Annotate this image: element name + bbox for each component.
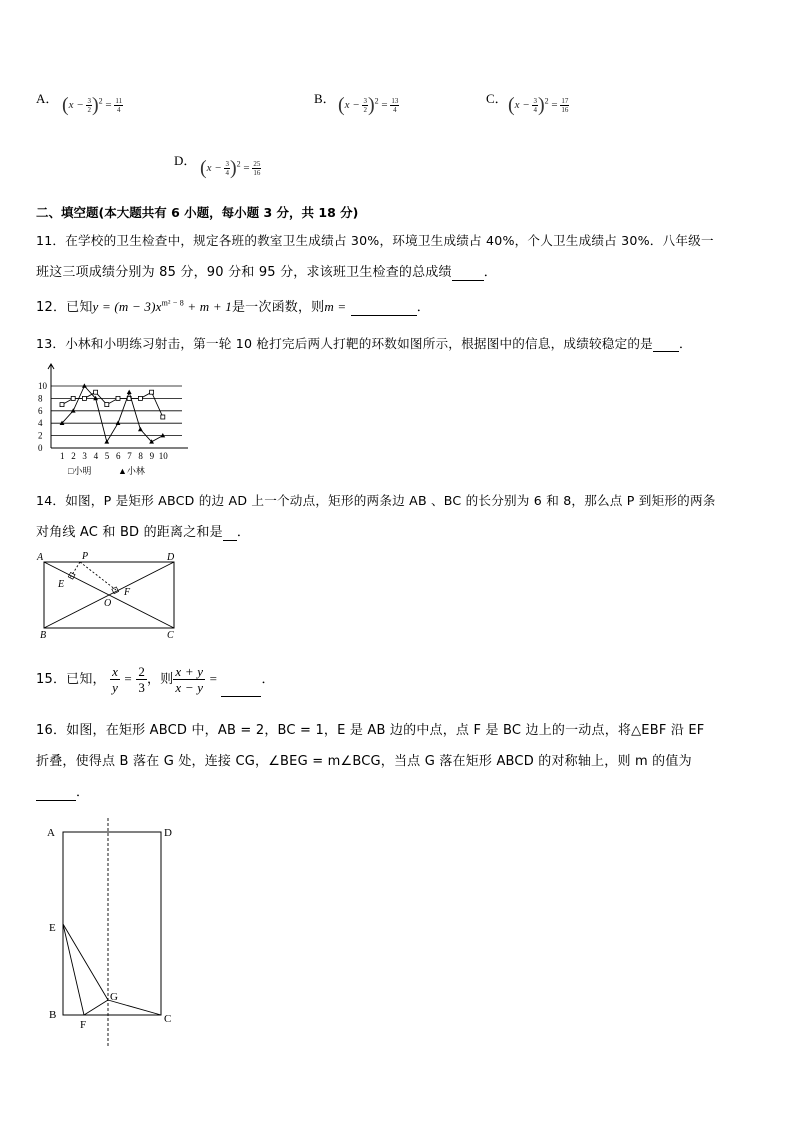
fraction-x-over-y: $\frac{x}{y}$ (112, 664, 119, 695)
x-tick-label: 5 (104, 451, 110, 461)
perpendicular-pe (70, 562, 80, 578)
q13-line-chart (34, 362, 194, 480)
x-tick-label: 4 (93, 451, 99, 461)
label-p: P (82, 551, 89, 562)
q15-answer-blank[interactable] (221, 664, 261, 697)
label-b: B (40, 630, 47, 641)
y-tick-label: 2 (38, 430, 43, 441)
x-tick-label: 3 (82, 451, 87, 461)
label-g: G (110, 991, 118, 1003)
x-tick-label: 10 (158, 451, 168, 461)
data-point-xiaoming (116, 396, 120, 400)
y-tick-label: 10 (38, 381, 47, 391)
section-title: 二、填空题(本大题共有 6 小题，每小题 3 分，共 18 分) (36, 205, 359, 220)
q15: 15．已知， $\frac{x}{y}$ = $\frac{2}{3}$ ，则 $\frac{x + y}{x - y}$ = ． (36, 664, 275, 695)
option-a-expression: (x − $\frac{3}{2}$ )$^2$ = $\frac{11}{4}$ (62, 94, 123, 116)
option-c-expression: (x − $\frac{3}{4}$ )$^2$ = $\frac{17}{16}$ (508, 94, 569, 116)
q14-line2: 对角线 AC 和 BD 的距离之和是 ． (36, 525, 251, 540)
q11-answer-blank[interactable] (452, 265, 484, 281)
option-b-letter: B． (314, 91, 336, 106)
data-point-xiaoming (150, 390, 154, 394)
y-tick-label: 4 (38, 418, 43, 429)
data-point-xiaoming (161, 415, 165, 419)
x-tick-label: 6 (116, 451, 121, 461)
x-tick-label: 1 (60, 451, 65, 461)
q14-answer-blank[interactable] (223, 525, 237, 541)
label-c: C (167, 630, 174, 641)
option-b (314, 88, 336, 107)
data-point-xiaolin (127, 390, 132, 394)
chart-gridlines (48, 364, 188, 448)
fraction-sum-over-difference: $\frac{x + y}{x - y}$ (175, 664, 204, 695)
legend-item: □小明 (68, 466, 92, 476)
option-c (486, 88, 508, 107)
chart-legend (68, 465, 145, 476)
q16-line3: ． (36, 781, 89, 801)
x-tick-label: 7 (127, 451, 132, 461)
label-f: F (80, 1019, 87, 1031)
data-point-xiaolin (116, 421, 121, 425)
x-tick-label: 2 (71, 451, 76, 461)
q14-line1: 14．如图，P 是矩形 ABCD 的边 AD 上一个动点，矩形的两条边 AB 、BC 的长分别为 6 和 8，那么点 P 到矩形的两条 (36, 493, 716, 508)
option-d (174, 150, 196, 169)
label-a: A (37, 552, 44, 563)
data-point-xiaoming (105, 403, 109, 407)
segment-fg (84, 1000, 108, 1015)
label-c: C (164, 1013, 172, 1025)
series-line (62, 392, 163, 417)
label-e: E (49, 922, 56, 934)
label-o: O (104, 598, 112, 609)
y-tick-label: 6 (38, 405, 43, 416)
q14-rectangle-figure (36, 548, 186, 642)
option-b-expression: (x − $\frac{3}{2}$ )$^2$ = $\frac{13}{4}$ (338, 94, 399, 116)
chart-x-ticks (60, 451, 168, 461)
data-point-xiaoming (94, 390, 98, 394)
option-c-letter: C． (486, 91, 508, 106)
label-a: A (47, 827, 55, 839)
option-d-expression: (x − $\frac{3}{4}$ )$^2$ = $\frac{25}{16}$ (200, 157, 261, 179)
q11-line1: 11．在学校的卫生检查中，规定各班的教室卫生成绩占 30%，环境卫生成绩占 40%，个人卫生成绩占 30%．八年级一 (36, 233, 714, 248)
label-f: F (124, 587, 131, 598)
q11-line2: 班这三项成绩分别为 85 分，90 分和 95 分，求该班卫生检查的总成绩 ． (36, 265, 497, 280)
data-point-xiaoming (82, 396, 86, 400)
chart-y-ticks (38, 381, 48, 453)
q12-answer-blank[interactable] (351, 300, 417, 316)
q12: 12．已知$y = (m - 3)x^{m^2 - 8} + m + 1$是一次函数，则m = ． (36, 298, 430, 315)
segment-ef (63, 924, 84, 1015)
legend-item: ▲小林 (118, 466, 145, 476)
y-tick-label: 0 (38, 443, 43, 453)
data-point-xiaoming (71, 396, 75, 400)
data-point-xiaoming (60, 403, 64, 407)
q16-answer-blank[interactable] (36, 785, 76, 801)
option-a-letter: A． (36, 91, 59, 106)
option-d-letter: D． (174, 153, 197, 168)
label-b: B (49, 1009, 57, 1021)
q13-answer-blank[interactable] (653, 336, 679, 352)
x-tick-label: 8 (138, 451, 143, 461)
data-point-xiaoming (138, 396, 142, 400)
perpendicular-pf (80, 562, 116, 590)
q16-line2: 折叠，使得点 B 落在 G 处，连接 CG，∠BEG = m∠BCG，当点 G 落在矩形 ABCD 的对称轴上，则 m 的值为 (36, 754, 692, 769)
segment-eg (63, 924, 108, 1000)
q13-text: 13．小林和小明练习射击，第一轮 10 枪打完后两人打靶的环数如图所示，根据图中的信息，成绩较稳定的是 ． (36, 336, 692, 351)
q16-line1: 16．如图，在矩形 ABCD 中，AB = 2，BC = 1，E 是 AB 边的中点，点 F 是 BC 边上的一动点，将△EBF 沿 EF (36, 723, 705, 738)
label-d: D (164, 827, 172, 839)
y-tick-label: 8 (38, 393, 43, 404)
option-a (36, 88, 58, 107)
fraction-2-over-3: $\frac{2}{3}$ (138, 664, 146, 695)
label-e: E (58, 579, 65, 590)
chart-series (60, 383, 166, 443)
label-d: D (167, 552, 175, 563)
x-tick-label: 9 (149, 451, 155, 461)
data-point-xiaolin (82, 383, 87, 387)
q16-rectangle-figure (40, 818, 190, 1050)
data-point-xiaolin (138, 427, 143, 431)
